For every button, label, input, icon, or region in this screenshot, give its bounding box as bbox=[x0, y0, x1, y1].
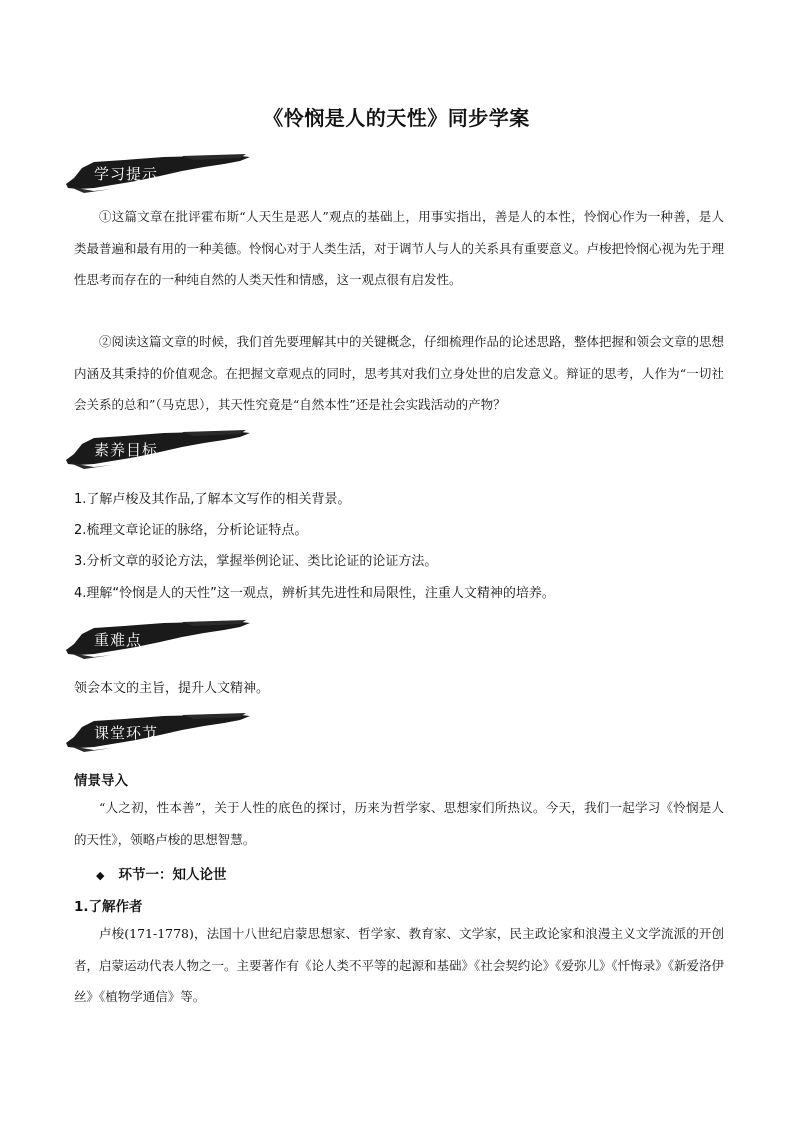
key-points-text: 领会本文的主旨，提升人文精神。 bbox=[74, 681, 270, 696]
goal-item-3: 3.分析文章的驳论方法，掌握举例论证、类比论证的论证方法。 bbox=[74, 554, 438, 569]
goal-item-4: 4.理解“怜悯是人的天性”这一观点，辨析其先进性和局限性，注重人文精神的培养。 bbox=[74, 586, 555, 601]
step1-heading bbox=[96, 863, 226, 883]
page-title: 《怜悯是人的天性》同步学案 bbox=[263, 106, 530, 130]
section-label-class: 课堂环节 bbox=[94, 724, 159, 742]
section-banner-key-points bbox=[64, 620, 254, 660]
author-heading: 1.了解作者 bbox=[74, 899, 143, 915]
brush-stroke-icon bbox=[64, 154, 254, 194]
tips-paragraph-2: ②阅读这篇文章的时候，我们首先要理解其中的关键概念，仔细梳理作品的论述思路，整体把握和领会文章的思想内涵及其秉持的价值观念。在把握文章观点的同时，思考其对我们立身处世的启发意义。辩证的思考，人作为“一切社会关系的总和”（马克思），其天性究竟是“自然本性”还是社会实践活动的产物？ bbox=[74, 334, 725, 412]
goal-item-2: 2.梳理文章论证的脉络，分析论证特点。 bbox=[74, 523, 308, 538]
author-paragraph: 卢梭(171-1778)，法国十八世纪启蒙思想家、哲学家、教育家、文学家，民主政论家和浪漫主义文学流派的开创者，启蒙运动代表人物之一。主要著作有《论人类不平等的起源和基础》《社会契约论》《爱弥儿》《忏悔录》《新爱洛伊丝》《植物学通信》等。 bbox=[74, 926, 725, 1004]
goal-item-1: 1.了解卢梭及其作品,了解本文写作的相关背景。 bbox=[74, 492, 351, 507]
section-label-key-points: 重难点 bbox=[94, 631, 143, 649]
section-banner-class bbox=[64, 713, 254, 753]
brush-stroke-icon bbox=[64, 430, 254, 470]
diamond-bullet-icon: ◆ bbox=[96, 869, 105, 882]
section-label-tips: 学习提示 bbox=[94, 165, 159, 183]
intro-paragraph: “人之初，性本善”，关于人性的底色的探讨，历来为哲学家、思想家们所热议。今天，我们一起学习《怜悯是人的天性》，领略卢梭的思想智慧。 bbox=[74, 800, 724, 847]
brush-stroke-icon bbox=[64, 620, 254, 660]
brush-stroke-icon bbox=[64, 713, 254, 753]
tips-paragraph-1: ①这篇文章在批评霍布斯“人天生是恶人”观点的基础上，用事实指出，善是人的本性，怜悯心作为一种善，是人类最普遍和最有用的一种美德。怜悯心对于人类生活，对于调节人与人的关系具有重要意义。卢梭把怜悯心视为先于理性思考而存在的一种纯自然的人类天性和情感，这一观点很有启发性。 bbox=[74, 209, 725, 287]
section-banner-goals bbox=[64, 430, 254, 470]
step1-heading-text: 环节一：知人论世 bbox=[118, 867, 227, 883]
section-label-goals: 素养目标 bbox=[94, 441, 159, 459]
section-banner-tips bbox=[64, 154, 254, 194]
intro-heading: 情景导入 bbox=[74, 773, 128, 789]
